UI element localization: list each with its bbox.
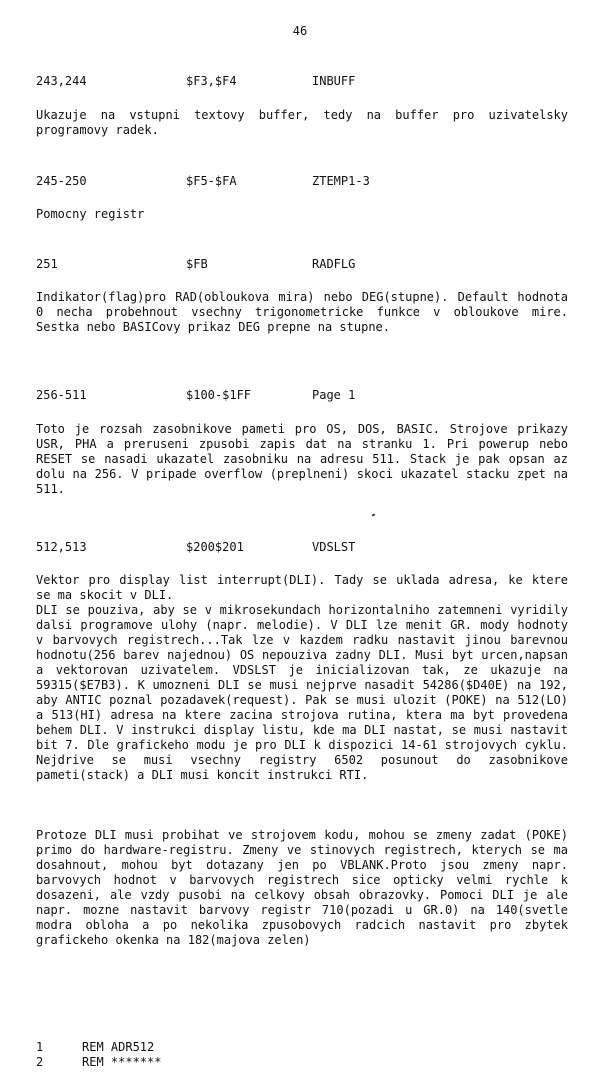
entry-decimal-address: 256-511	[36, 388, 87, 402]
entry-hex-address: $100-$1FF	[186, 388, 252, 402]
entry-label: VDSLST	[312, 540, 356, 554]
scan-speck	[372, 513, 376, 516]
entry-description: Protoze DLI musi probihat ve strojovem kodu, mohou se zmeny zadat (POKE) primo do hardware-registru. Zmeny ve stinovych registrech, kterych se ma dosahnout, mohou byt dotazany jen po VBLANK.Proto jsou zmeny napr. barvovych hodnot v barvovych registrech sice opticky velmi rychle k dosazeni, ale vzdy pusobi na celkovy obsah obrazovky. Pomoci DLI je ale napr. mozne nastavit barvovy registr 710(pozadi u GR.0) na 140(svetle modra obloha a po nekolika zpusobovych radcich nastavit pro zbytek grafickeho okenka na 182(majova zelen)	[36, 828, 568, 947]
page-number: 46	[292, 24, 308, 38]
entry-label: ZTEMP1-3	[312, 174, 370, 188]
entry-hex-address: $F3,$F4	[186, 74, 237, 88]
line-number: 2	[36, 1055, 44, 1069]
entry-hex-address: $FB	[186, 257, 208, 271]
entry-decimal-address: 245-250	[36, 174, 87, 188]
entry-label: INBUFF	[312, 74, 356, 88]
line-number: 1	[36, 1040, 44, 1054]
entry-description: Indikator(flag)pro RAD(obloukova mira) nebo DEG(stupne). Default hodnota 0 necha probehnout vsechny trigonometricke funkce v obloukove mire. Sestka nebo BASICovy prikaz DEG prepne na stupne.	[36, 290, 568, 334]
entry-decimal-address: 243,244	[36, 74, 87, 88]
entry-hex-address: $F5-$FA	[186, 174, 237, 188]
entry-label: RADFLG	[312, 257, 356, 271]
entry-description: Vektor pro display list interrupt(DLI). Tady se uklada adresa, ke ktere se ma skocit v DLI.	[36, 573, 568, 602]
entry-label: Page 1	[312, 388, 356, 402]
entry-hex-address: $200$201	[186, 540, 244, 554]
entry-decimal-address: 512,513	[36, 540, 87, 554]
entry-description: DLI se pouziva, aby se v mikrosekundach horizontalniho zatemneni vyridily dalsi programove ulohy (napr. melodie). V DLI lze menit GR. mody hodnoty v barvovych registrech...Tak lze v kazdem radku nastavit jinou barevnou hodnotu(256 barev najednou) OS nepouziva zadny DLI. Musi byt urcen,napsan a vektorovan uzivatelem. VDSLST je inicializovan tak, ze ukazuje na 59315($E7B3). K umozneni DLI se musi nejprve nasadit 54286($D40E) na 192, aby ANTIC poznal pozadavek(request). Pak se musi ulozit (POKE) na 512(LO) a 513(HI) adresa na ktere zacina strojova rutina, ktera ma byt provedena behem DLI. V instrukci display listu, kde ma DLI nastat, se musi nastavit bit 7. Dle grafickeho modu je pro DLI k dispozici 14-61 strojovych cyklu. Nejdrive se musi vsechny registry 6502 posunout do zasobnikove pameti(stack) a DLI musi koncit instrukci RTI.	[36, 603, 568, 782]
entry-description: Pomocny registr	[36, 207, 145, 221]
entry-decimal-address: 251	[36, 257, 58, 271]
line-code: REM ADR512	[82, 1040, 155, 1054]
entry-description: Ukazuje na vstupni textovy buffer, tedy na buffer pro uzivatelsky programovy radek.	[36, 108, 568, 137]
line-code: REM *******	[82, 1055, 162, 1069]
entry-description: Toto je rozsah zasobnikove pameti pro OS, DOS, BASIC. Strojove prikazy USR, PHA a preruseni zpusobi zapis dat na stranku 1. Pri powerup nebo RESET se nasadi ukazatel zasobniku na adresu 511. Stack je pak opsan az dolu na 256. V pripade overflow (preplneni) skoci ukazatel stacku zpet na 511.	[36, 422, 568, 496]
